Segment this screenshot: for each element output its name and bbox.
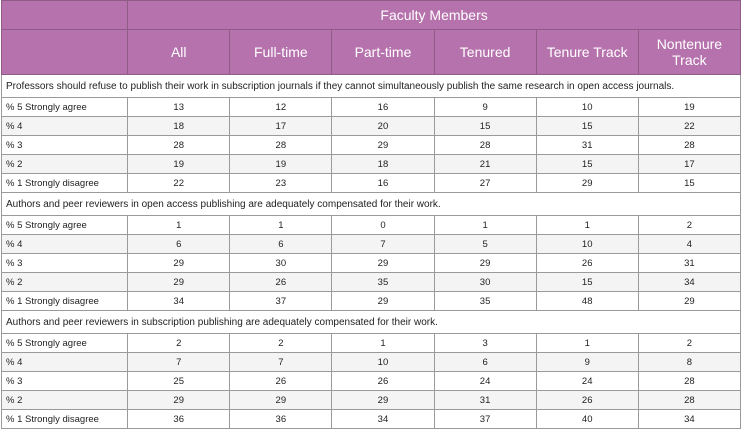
table-cell: 36 (128, 410, 230, 429)
table-cell: 1 (536, 216, 638, 235)
table-cell: 26 (230, 273, 332, 292)
table-cell: 9 (536, 353, 638, 372)
table-cell: 28 (128, 136, 230, 155)
row-label: % 1 Strongly disagree (2, 292, 128, 311)
row-label: % 5 Strongly agree (2, 334, 128, 353)
table-cell: 31 (536, 136, 638, 155)
table-cell: 2 (638, 334, 740, 353)
table-cell: 0 (332, 216, 434, 235)
table-cell: 24 (536, 372, 638, 391)
table-cell: 29 (128, 273, 230, 292)
table-cell: 17 (638, 155, 740, 174)
table-cell: 37 (434, 410, 536, 429)
table-row (2, 273, 741, 292)
table-cell: 15 (536, 117, 638, 136)
table-cell: 35 (332, 273, 434, 292)
table-cell: 23 (230, 174, 332, 193)
table-cell: 26 (332, 372, 434, 391)
table-cell: 16 (332, 174, 434, 193)
row-label: % 2 (2, 391, 128, 410)
table-cell: 4 (638, 235, 740, 254)
table-cell: 7 (332, 235, 434, 254)
table-cell: 34 (332, 410, 434, 429)
column-header-nontenure-track: Nontenure Track (638, 30, 740, 75)
table-cell: 15 (638, 174, 740, 193)
table-cell: 29 (332, 292, 434, 311)
table-cell: 1 (434, 216, 536, 235)
table-cell: 29 (536, 174, 638, 193)
table-cell: 1 (128, 216, 230, 235)
row-label: % 1 Strongly disagree (2, 174, 128, 193)
table-cell: 1 (332, 334, 434, 353)
table-cell: 2 (230, 334, 332, 353)
table-row (2, 391, 741, 410)
table-row (2, 235, 741, 254)
table-cell: 16 (332, 98, 434, 117)
table-cell: 6 (434, 353, 536, 372)
table-body (2, 75, 741, 429)
table-cell: 10 (536, 235, 638, 254)
table-cell: 12 (230, 98, 332, 117)
table-cell: 19 (230, 155, 332, 174)
table-cell: 7 (230, 353, 332, 372)
table-cell: 22 (638, 117, 740, 136)
table-row (2, 353, 741, 372)
table-cell: 7 (128, 353, 230, 372)
question-row (2, 193, 741, 216)
table-row (2, 372, 741, 391)
table-row (2, 410, 741, 429)
table-row (2, 98, 741, 117)
row-label: % 1 Strongly disagree (2, 410, 128, 429)
table-cell: 6 (128, 235, 230, 254)
table-cell: 31 (434, 391, 536, 410)
table-row (2, 292, 741, 311)
table-cell: 29 (638, 292, 740, 311)
table-cell: 29 (332, 136, 434, 155)
table-cell: 29 (434, 254, 536, 273)
table-cell: 21 (434, 155, 536, 174)
table-cell: 34 (638, 410, 740, 429)
table-row (2, 174, 741, 193)
row-label: % 4 (2, 353, 128, 372)
table-cell: 31 (638, 254, 740, 273)
table-cell: 28 (434, 136, 536, 155)
table-cell: 18 (128, 117, 230, 136)
table-cell: 29 (332, 254, 434, 273)
column-header-part-time: Part-time (332, 30, 434, 75)
table-cell: 30 (230, 254, 332, 273)
table-cell: 6 (230, 235, 332, 254)
table-cell: 26 (536, 391, 638, 410)
table-row (2, 136, 741, 155)
table-cell: 13 (128, 98, 230, 117)
table-cell: 17 (230, 117, 332, 136)
table-cell: 18 (332, 155, 434, 174)
table-cell: 30 (434, 273, 536, 292)
table-cell: 29 (230, 391, 332, 410)
table-cell: 40 (536, 410, 638, 429)
table-cell: 48 (536, 292, 638, 311)
table-cell: 15 (434, 117, 536, 136)
table-cell: 5 (434, 235, 536, 254)
table-cell: 28 (638, 391, 740, 410)
column-header-full-time: Full-time (230, 30, 332, 75)
table-cell: 26 (536, 254, 638, 273)
row-label: % 5 Strongly agree (2, 98, 128, 117)
table-row (2, 216, 741, 235)
table-cell: 3 (434, 334, 536, 353)
row-label: % 2 (2, 273, 128, 292)
row-label: % 3 (2, 372, 128, 391)
table-cell: 28 (230, 136, 332, 155)
column-header-all: All (128, 30, 230, 75)
row-label: % 3 (2, 254, 128, 273)
table-row (2, 155, 741, 174)
table-cell: 34 (128, 292, 230, 311)
table-cell: 34 (638, 273, 740, 292)
table-cell: 19 (128, 155, 230, 174)
row-label: % 4 (2, 235, 128, 254)
table-cell: 29 (128, 391, 230, 410)
table-cell: 20 (332, 117, 434, 136)
table-cell: 10 (332, 353, 434, 372)
table-cell: 28 (638, 372, 740, 391)
survey-table (1, 0, 741, 429)
column-header-tenure-track: Tenure Track (536, 30, 638, 75)
table-cell: 36 (230, 410, 332, 429)
table-cell: 9 (434, 98, 536, 117)
table-row (2, 254, 741, 273)
column-header-tenured: Tenured (434, 30, 536, 75)
row-label: % 4 (2, 117, 128, 136)
table-row (2, 117, 741, 136)
table-cell: 1 (536, 334, 638, 353)
header-corner (2, 1, 128, 30)
table-cell: 19 (638, 98, 740, 117)
table-cell: 27 (434, 174, 536, 193)
table-cell: 37 (230, 292, 332, 311)
header-corner-lower (2, 30, 128, 75)
table-cell: 10 (536, 98, 638, 117)
table-cell: 2 (638, 216, 740, 235)
table-row (2, 334, 741, 353)
question-text: Authors and peer reviewers in subscription publishing are adequately compensated for their work. (2, 311, 741, 334)
table-cell: 25 (128, 372, 230, 391)
table-cell: 28 (638, 136, 740, 155)
question-text: Professors should refuse to publish their work in subscription journals if they cannot simultaneously publish the same research in open access journals. (2, 75, 741, 98)
table-cell: 15 (536, 155, 638, 174)
table-cell: 15 (536, 273, 638, 292)
table-cell: 26 (230, 372, 332, 391)
group-header: Faculty Members (128, 1, 741, 30)
question-row (2, 75, 741, 98)
table-cell: 2 (128, 334, 230, 353)
table-cell: 22 (128, 174, 230, 193)
row-label: % 5 Strongly agree (2, 216, 128, 235)
question-row (2, 311, 741, 334)
row-label: % 3 (2, 136, 128, 155)
row-label: % 2 (2, 155, 128, 174)
table-cell: 8 (638, 353, 740, 372)
table-cell: 35 (434, 292, 536, 311)
table-cell: 24 (434, 372, 536, 391)
table-cell: 1 (230, 216, 332, 235)
table-cell: 29 (128, 254, 230, 273)
question-text: Authors and peer reviewers in open access publishing are adequately compensated for their work. (2, 193, 741, 216)
table-cell: 29 (332, 391, 434, 410)
